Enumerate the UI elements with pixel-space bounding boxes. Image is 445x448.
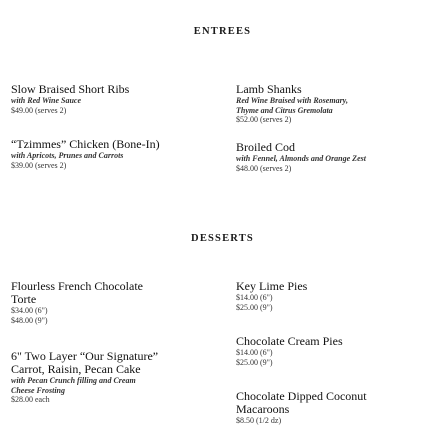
item-name: Slow Braised Short Ribs [11, 82, 130, 96]
item-description: Cheese Frosting [11, 385, 66, 395]
item-name: Chocolate Dipped Coconut [236, 389, 367, 403]
menu-item-key-lime-pies [236, 280, 307, 313]
item-description: with Red Wine Sauce [11, 96, 82, 105]
menu-item-chocolate-cream-pies [236, 335, 343, 368]
item-price: $25.00 (9") [236, 303, 273, 312]
item-price: $14.00 (6") [236, 293, 273, 302]
item-price: $48.00 (9") [11, 316, 48, 325]
item-price: $52.00 (serves 2) [236, 115, 292, 124]
desserts-heading: DESSERTS [191, 233, 254, 244]
menu-item-carrot-cake [11, 350, 158, 405]
menu-item-short-ribs [11, 83, 129, 115]
item-price: $25.00 (9") [236, 358, 273, 367]
item-name: Flourless French Chocolate [11, 279, 143, 293]
item-name: Chocolate Cream Pies [236, 334, 343, 348]
item-name: “Tzimmes” Chicken (Bone-In) [11, 137, 160, 151]
item-name: Key Lime Pies [236, 279, 308, 293]
item-description: Thyme and Citrus Gremolata [236, 105, 333, 115]
item-price: $48.00 (serves 2) [236, 163, 292, 173]
item-name: Broiled Cod [236, 140, 295, 154]
menu-item-tzimmes-chicken [11, 138, 160, 170]
item-name: 6" Two Layer “Our Signature” [11, 349, 159, 363]
item-name: Macaroons [236, 402, 290, 416]
item-name: Carrot, Raisin, Pecan Cake [11, 362, 141, 376]
menu-item-broiled-cod [236, 141, 366, 173]
menu-item-flourless-torte [11, 280, 143, 326]
item-description: Red Wine Braised with Rosemary, [236, 96, 348, 105]
item-price: $49.00 (serves 2) [11, 105, 67, 115]
item-price: $14.00 (6") [236, 348, 273, 357]
menu-item-coconut-macaroons [236, 390, 367, 426]
item-name: Lamb Shanks [236, 82, 302, 96]
menu-item-lamb-shanks [236, 83, 348, 125]
item-description: with Fennel, Almonds and Orange Zest [236, 154, 366, 163]
item-price: $34.00 (6") [11, 306, 48, 315]
item-description: with Apricots, Prunes and Carrots [11, 151, 124, 160]
entrees-heading: ENTREES [193, 26, 252, 37]
item-price: $8.50 (1/2 dz) [236, 416, 282, 425]
item-price: $39.00 (serves 2) [11, 160, 67, 170]
item-name: Torte [11, 292, 37, 306]
item-description: with Pecan Crunch filling and Cream [11, 376, 136, 385]
item-price: $28.00 each [11, 395, 50, 404]
